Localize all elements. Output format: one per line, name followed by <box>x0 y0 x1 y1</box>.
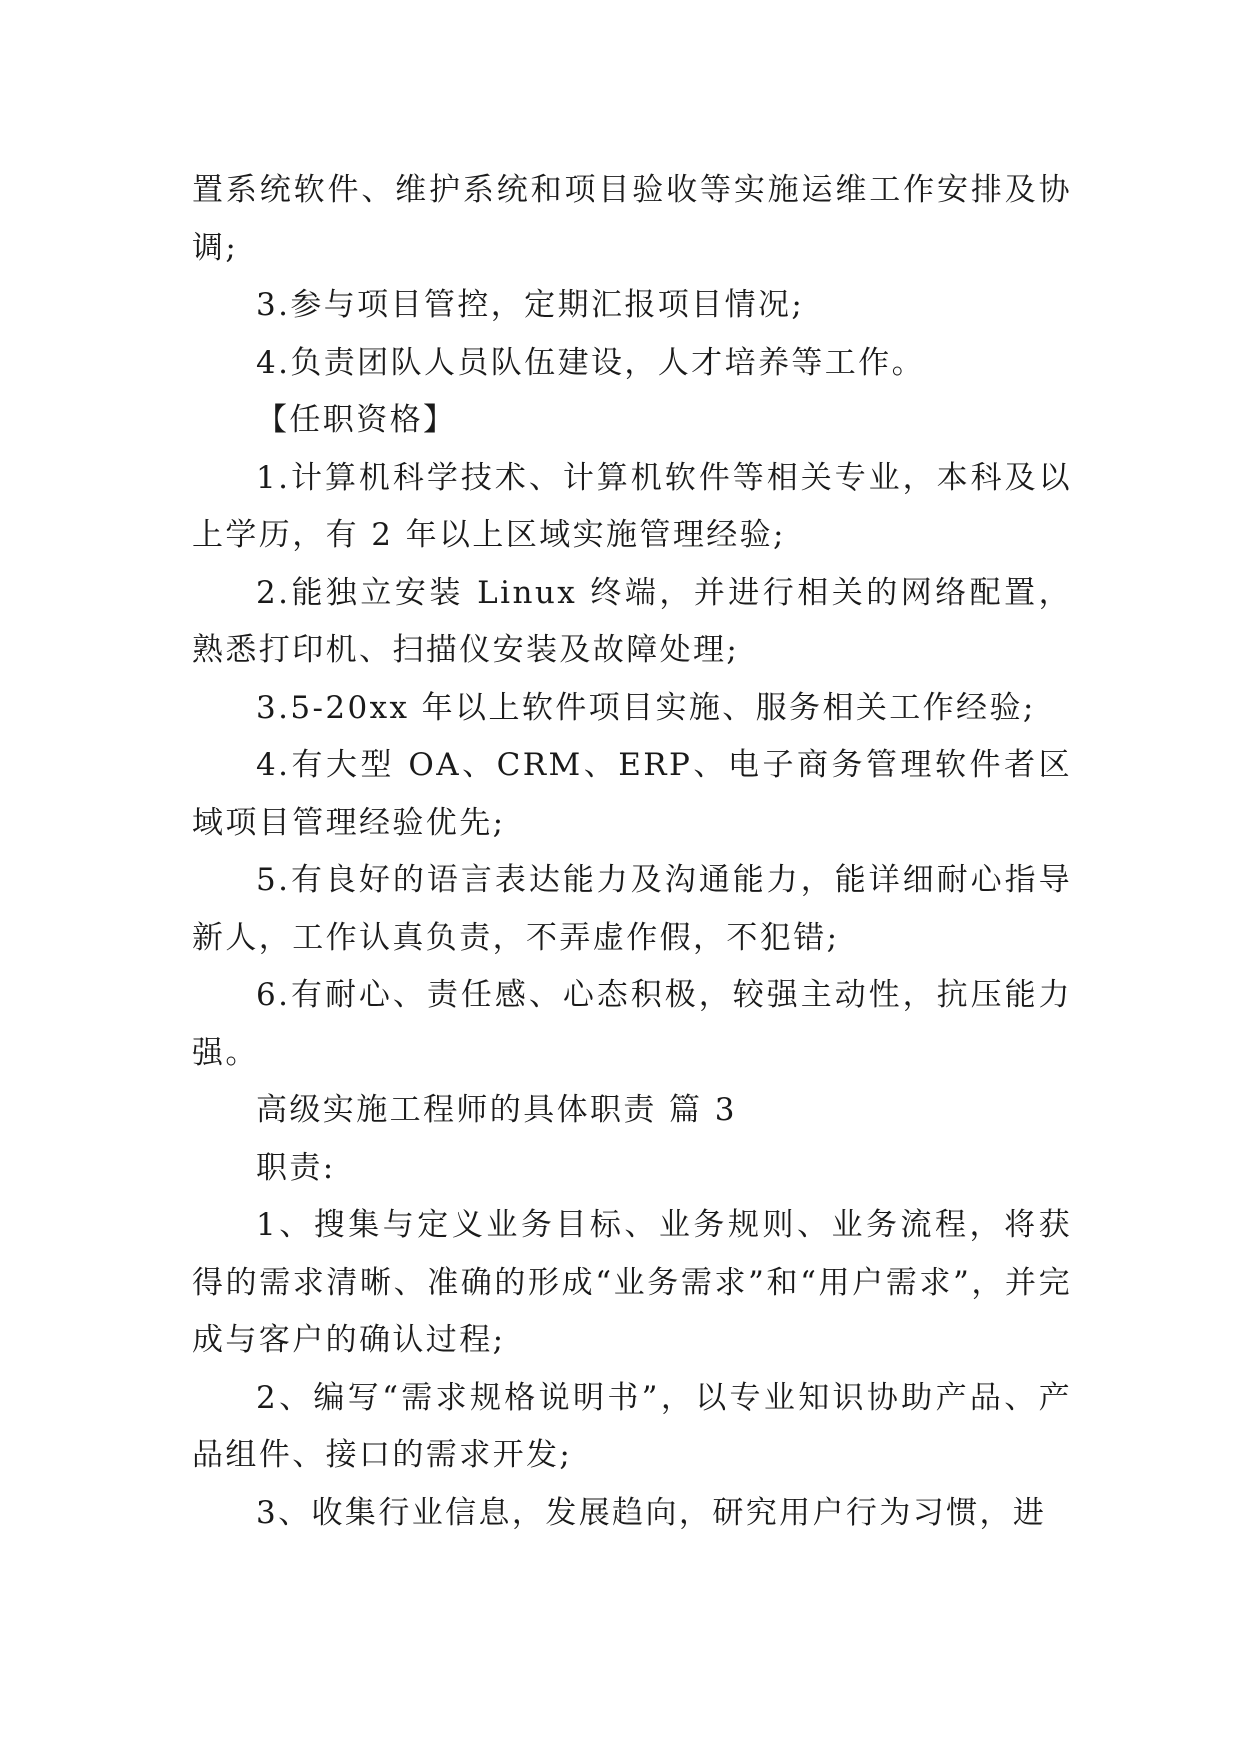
paragraph-qualification-1: 1.计算机科学技术、计算机软件等相关专业，本科及以上学历，有 2 年以上区域实施管理经验; <box>192 459 1072 553</box>
paragraph-qualification-5: 5.有良好的语言表达能力及沟通能力，能详细耐心指导新人，工作认真负责，不弄虚作假，不犯错; <box>192 862 1072 956</box>
paragraph-qualification-2: 2.能独立安装 Linux 终端，并进行相关的网络配置，熟悉打印机、扫描仪安装及故障处理; <box>192 574 1072 668</box>
paragraph-qualification-6: 6.有耐心、责任感、心态积极，较强主动性，抗压能力强。 <box>192 977 1072 1071</box>
paragraph-duty-item-2: 2、编写“需求规格说明书”，以专业知识协助产品、产品组件、接口的需求开发; <box>192 1379 1072 1473</box>
paragraph-duty-4: 4.负责团队人员队伍建设，人才培养等工作。 <box>256 344 925 381</box>
paragraph-qualification-4: 4.有大型 OA、CRM、ERP、电子商务管理软件者区域项目管理经验优先; <box>192 747 1072 841</box>
section-title-part-3: 高级实施工程师的具体职责 篇 3 <box>256 1092 737 1128</box>
paragraph-duty-3: 3.参与项目管控，定期汇报项目情况; <box>256 287 805 323</box>
section-heading-duties: 职责: <box>256 1149 336 1186</box>
paragraph-duty-item-3: 3、收集行业信息，发展趋向，研究用户行为习惯，进 <box>256 1494 1047 1531</box>
document-body <box>192 162 1072 1542</box>
paragraph-duty-item-1: 1、搜集与定义业务目标、业务规则、业务流程，将获得的需求清晰、准确的形成“业务需求”和“用户需求”，并完成与客户的确认过程; <box>192 1207 1072 1358</box>
section-heading-qualifications: 【任职资格】 <box>256 402 457 438</box>
paragraph-qualification-3: 3.5-20xx 年以上软件项目实施、服务相关工作经验; <box>256 689 1036 726</box>
paragraph-continuation: 置系统软件、维护系统和项目验收等实施运维工作安排及协调; <box>192 172 1072 266</box>
